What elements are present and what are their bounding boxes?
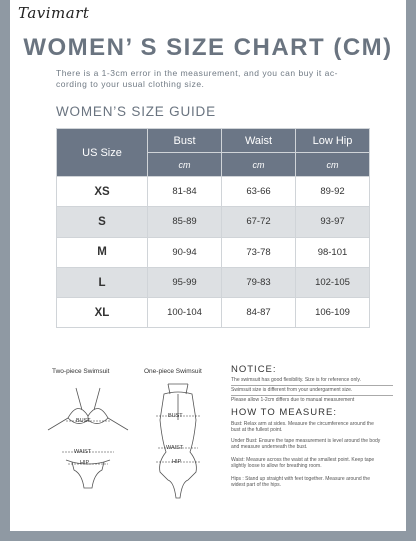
table-header-row (57, 129, 370, 153)
how-to-bust: Bust: Relax arm at sides. Measure the circumference around the bust at the fullest point. (231, 421, 374, 434)
table-row (57, 207, 370, 237)
how-to-measure-heading: HOW TO MEASURE: (231, 407, 337, 418)
one-piece-label: One-piece Swimsuit (144, 368, 202, 375)
table-row (57, 298, 370, 328)
header-low-hip: Low Hip (296, 129, 370, 153)
how-to-waist: Waist: Measure across the waist at the smallest point. Keep tape slightly loose to allow for breathing room. (231, 457, 375, 470)
size-chart-sheet (10, 0, 406, 531)
notice-divider-1 (231, 385, 393, 386)
waist-cell: 79-83 (222, 267, 296, 297)
hip-cell: 106-109 (296, 298, 370, 328)
waist-cell: 73-78 (222, 237, 296, 267)
size-cell: M (57, 237, 148, 267)
one-piece-bust-label: BUST (168, 413, 183, 419)
notice-divider-2 (231, 395, 393, 396)
bust-cell: 90-94 (148, 237, 222, 267)
two-piece-bust-label: BUST (76, 418, 91, 424)
table-row (57, 237, 370, 267)
table-row (57, 267, 370, 297)
bust-cell: 100-104 (148, 298, 222, 328)
unit-bust: cm (148, 153, 222, 177)
how-to-under-bust: Under Bust: Ensure the tape measurement is level around the body and measure underneath the bust. (231, 438, 381, 451)
notice-heading: NOTICE: (231, 364, 277, 375)
two-piece-waist-label: WAIST (74, 449, 92, 455)
size-guide-title: WOMEN’S SIZE GUIDE (56, 104, 216, 119)
unit-waist: cm (222, 153, 296, 177)
two-piece-hip-label: HIP (80, 460, 90, 466)
size-cell: S (57, 207, 148, 237)
waist-cell: 84-87 (222, 298, 296, 328)
hip-cell: 102-105 (296, 267, 370, 297)
page-title: WOMEN’ S SIZE CHART (CM) (23, 34, 393, 61)
size-cell: XS (57, 177, 148, 207)
measurement-note (56, 68, 386, 90)
how-to-hips: Hips : Stand up straight with feet together. Measure around the widest part of the hips. (231, 476, 370, 489)
two-piece-swimsuit-illustration (38, 380, 138, 500)
one-piece-waist-label: WAIST (166, 445, 184, 451)
hip-cell: 98-101 (296, 237, 370, 267)
bust-cell: 81-84 (148, 177, 222, 207)
unit-low-hip: cm (296, 153, 370, 177)
hip-cell: 89-92 (296, 177, 370, 207)
waist-cell: 67-72 (222, 207, 296, 237)
header-bust: Bust (148, 129, 222, 153)
table-row (57, 177, 370, 207)
one-piece-hip-label: HIP (172, 459, 182, 465)
bust-cell: 85-89 (148, 207, 222, 237)
size-table (56, 128, 370, 328)
waist-cell: 63-66 (222, 177, 296, 207)
size-cell: XL (57, 298, 148, 328)
notice-line-1: The swimsuit has good flexibility. Size is for reference only. (231, 377, 361, 383)
header-waist: Waist (222, 129, 296, 153)
header-us-size: US Size (57, 129, 148, 177)
size-cell: L (57, 267, 148, 297)
bust-cell: 95-99 (148, 267, 222, 297)
brand-logo: Tavimart (18, 4, 90, 22)
two-piece-label: Two-piece Swimsuit (52, 368, 110, 375)
measurement-note-text: There is a 1-3cm error in the measurement, and you can buy it ac- cording to your usual clothing size. (56, 68, 338, 89)
notice-line-3: Please allow 1-2cm differs due to manual measurement (231, 397, 355, 403)
notice-line-2: Swimsuit size is different from your undergarment size. (231, 387, 353, 393)
hip-cell: 93-97 (296, 207, 370, 237)
